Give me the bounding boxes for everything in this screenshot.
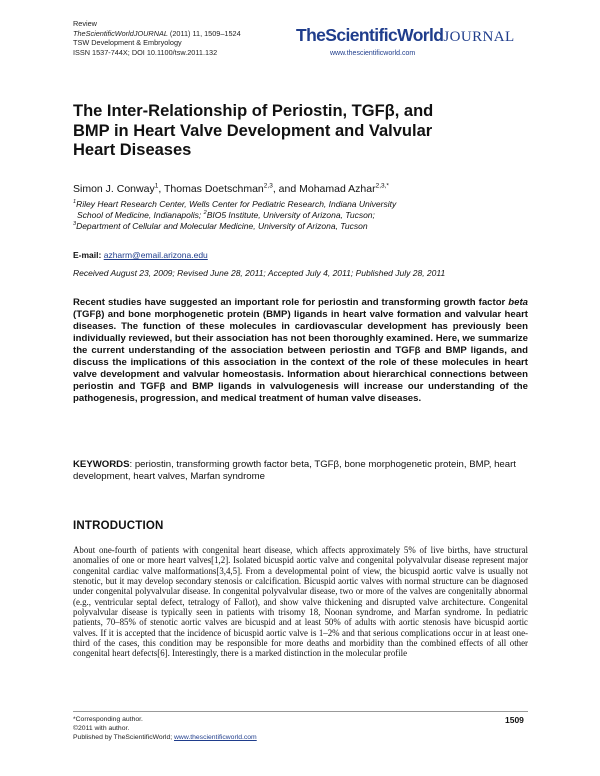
abstract-beta-word: beta <box>508 297 528 308</box>
author-name: Mohamad Azhar <box>299 183 376 195</box>
publisher-note <box>73 733 257 742</box>
email-label: E-mail: <box>73 250 102 260</box>
page-number: 1509 <box>505 715 524 725</box>
affiliation-text: BIO5 Institute, University of Arizona, Tucson; <box>206 210 375 220</box>
journal-logo <box>296 25 515 46</box>
journal-name: TheScientificWorldJOURNAL <box>73 28 168 38</box>
page-footer <box>73 715 257 742</box>
running-header <box>73 19 241 57</box>
keywords-label: KEYWORDS <box>73 459 130 470</box>
publication-dates: Received August 23, 2009; Revised June 28, 2011; Accepted July 4, 2011; Published July 28, 2011 <box>73 268 446 278</box>
review-label: Review <box>73 19 97 28</box>
author-name: Thomas Doetschman <box>163 183 264 195</box>
article-title: The Inter-Relationship of Periostin, TGFβ, and BMP in Heart Valve Development and Valvular Heart Diseases <box>73 102 434 159</box>
author-affiliation-sup: 2,3 <box>263 182 273 190</box>
keywords <box>73 459 528 483</box>
footnote-divider <box>73 711 528 712</box>
abstract-text: Recent studies have suggested an important role for periostin and transforming growth factor <box>73 297 509 308</box>
abstract <box>73 297 528 405</box>
issn-doi: ISSN 1537-744X; DOI 10.1100/tsw.2011.132 <box>73 47 218 57</box>
publisher-text: Published by TheScientificWorld; <box>73 734 174 741</box>
introduction-paragraph: About one-fourth of patients with congenital heart disease, which affects approximately 5% of live births, have structural anomalies of one or more heart valves[1,2]. Isolated bicuspid aortic valve and congenital polyvalvular disease represent major congenital cardiac valve malformations[3,4,5]. From a developmental point of view, the bicuspid aortic valve is usually not stenotic, but it may develop secondary stenosis or calcification. Bicuspid aortic valves with normal structure can be diagnosed under congenital polyvalvular disease. In congenital polyvalvular disease, two or more of the valves are congenitally abnormal (e.g., ventricular septal defect, tetralogy of Fallot), and show valve thickening and disrupted valve architecture. Congenital polyvalvular disease is typically seen in patients with trisomy 18, Noonan syndrome, and Marfan syndrome. In pediatric patients, 70–85% of stenotic aortic valves are bicuspid and at least 50% of adults with aortic stenosis have bicuspid aortic valves. If it is accepted that the incidence of bicuspid aortic valve is 1–2% and that serious complications occur in at least one-third of the cases, this condition may be responsible for more deaths and morbidity than the combined effects of all other congenital heart defects[6]. Interestingly, there is a marked distinction in the molecular profile <box>73 545 528 659</box>
journal-citation <box>73 29 241 39</box>
logo-url: www.thescientificworld.com <box>330 50 416 57</box>
author-separator: , and <box>272 183 300 195</box>
affiliation-sup: 1 <box>73 199 77 206</box>
affiliations <box>73 199 543 232</box>
journal-section: TSW Development & Embryology <box>73 38 182 48</box>
affiliation-text: Riley Heart Research Center, Wells Center for Pediatric Research, Indiana University <box>76 199 397 209</box>
affiliation-sup: 3 <box>73 221 77 228</box>
logo-main-text: TheScientificWorld <box>296 25 444 45</box>
keywords-list: : periostin, transforming growth factor beta, TGFβ, bone morphogenetic protein, BMP, heart development, heart valves, Marfan syndrome <box>73 459 516 482</box>
contact-email <box>73 250 208 260</box>
author-name: Simon J. Conway <box>73 183 155 195</box>
corresponding-author-note: *Corresponding author. <box>73 716 143 723</box>
copyright-note: ©2011 with author. <box>73 725 130 732</box>
author-affiliation-sup: 1 <box>154 182 159 190</box>
citation-volume: (2011) 11, 1509–1524 <box>167 28 241 38</box>
affiliation-sup: 2 <box>203 210 207 217</box>
affiliation-line <box>73 221 543 232</box>
abstract-text: (TGFβ) and bone morphogenetic protein (BMP) ligands in heart valve formation and valvular heart diseases. The function of these molecules in cardiovascular development has previously been individually reviewed, but their association has not been thoroughly examined. Here, we summarize the current understanding of the association between periostin and TGFβ and BMP ligands, and discuss the implications of this association in the context of the role of these molecules in heart valve development and valvular homeostasis. Information about hierarchical connections between periostin and TGFβ and BMP ligands in valvulogenesis will increase our understanding of the pathogenesis, progression, and medical treatment of human valve diseases. <box>73 309 528 404</box>
section-heading-introduction: INTRODUCTION <box>73 520 164 532</box>
email-link[interactable]: azharm@email.arizona.edu <box>103 250 208 260</box>
logo-journal-text: JOURNAL <box>443 29 515 45</box>
affiliation-text: Department of Cellular and Molecular Medicine, University of Arizona, Tucson <box>76 221 368 231</box>
author-affiliation-sup: 2,3,* <box>375 182 389 190</box>
publisher-link[interactable]: www.thescientificworld.com <box>174 734 257 741</box>
author-list <box>73 183 543 195</box>
author-separator: , <box>158 183 164 195</box>
affiliation-line <box>73 210 543 221</box>
affiliation-line <box>73 199 543 210</box>
affiliation-text: School of Medicine, Indianapolis; <box>77 210 204 220</box>
